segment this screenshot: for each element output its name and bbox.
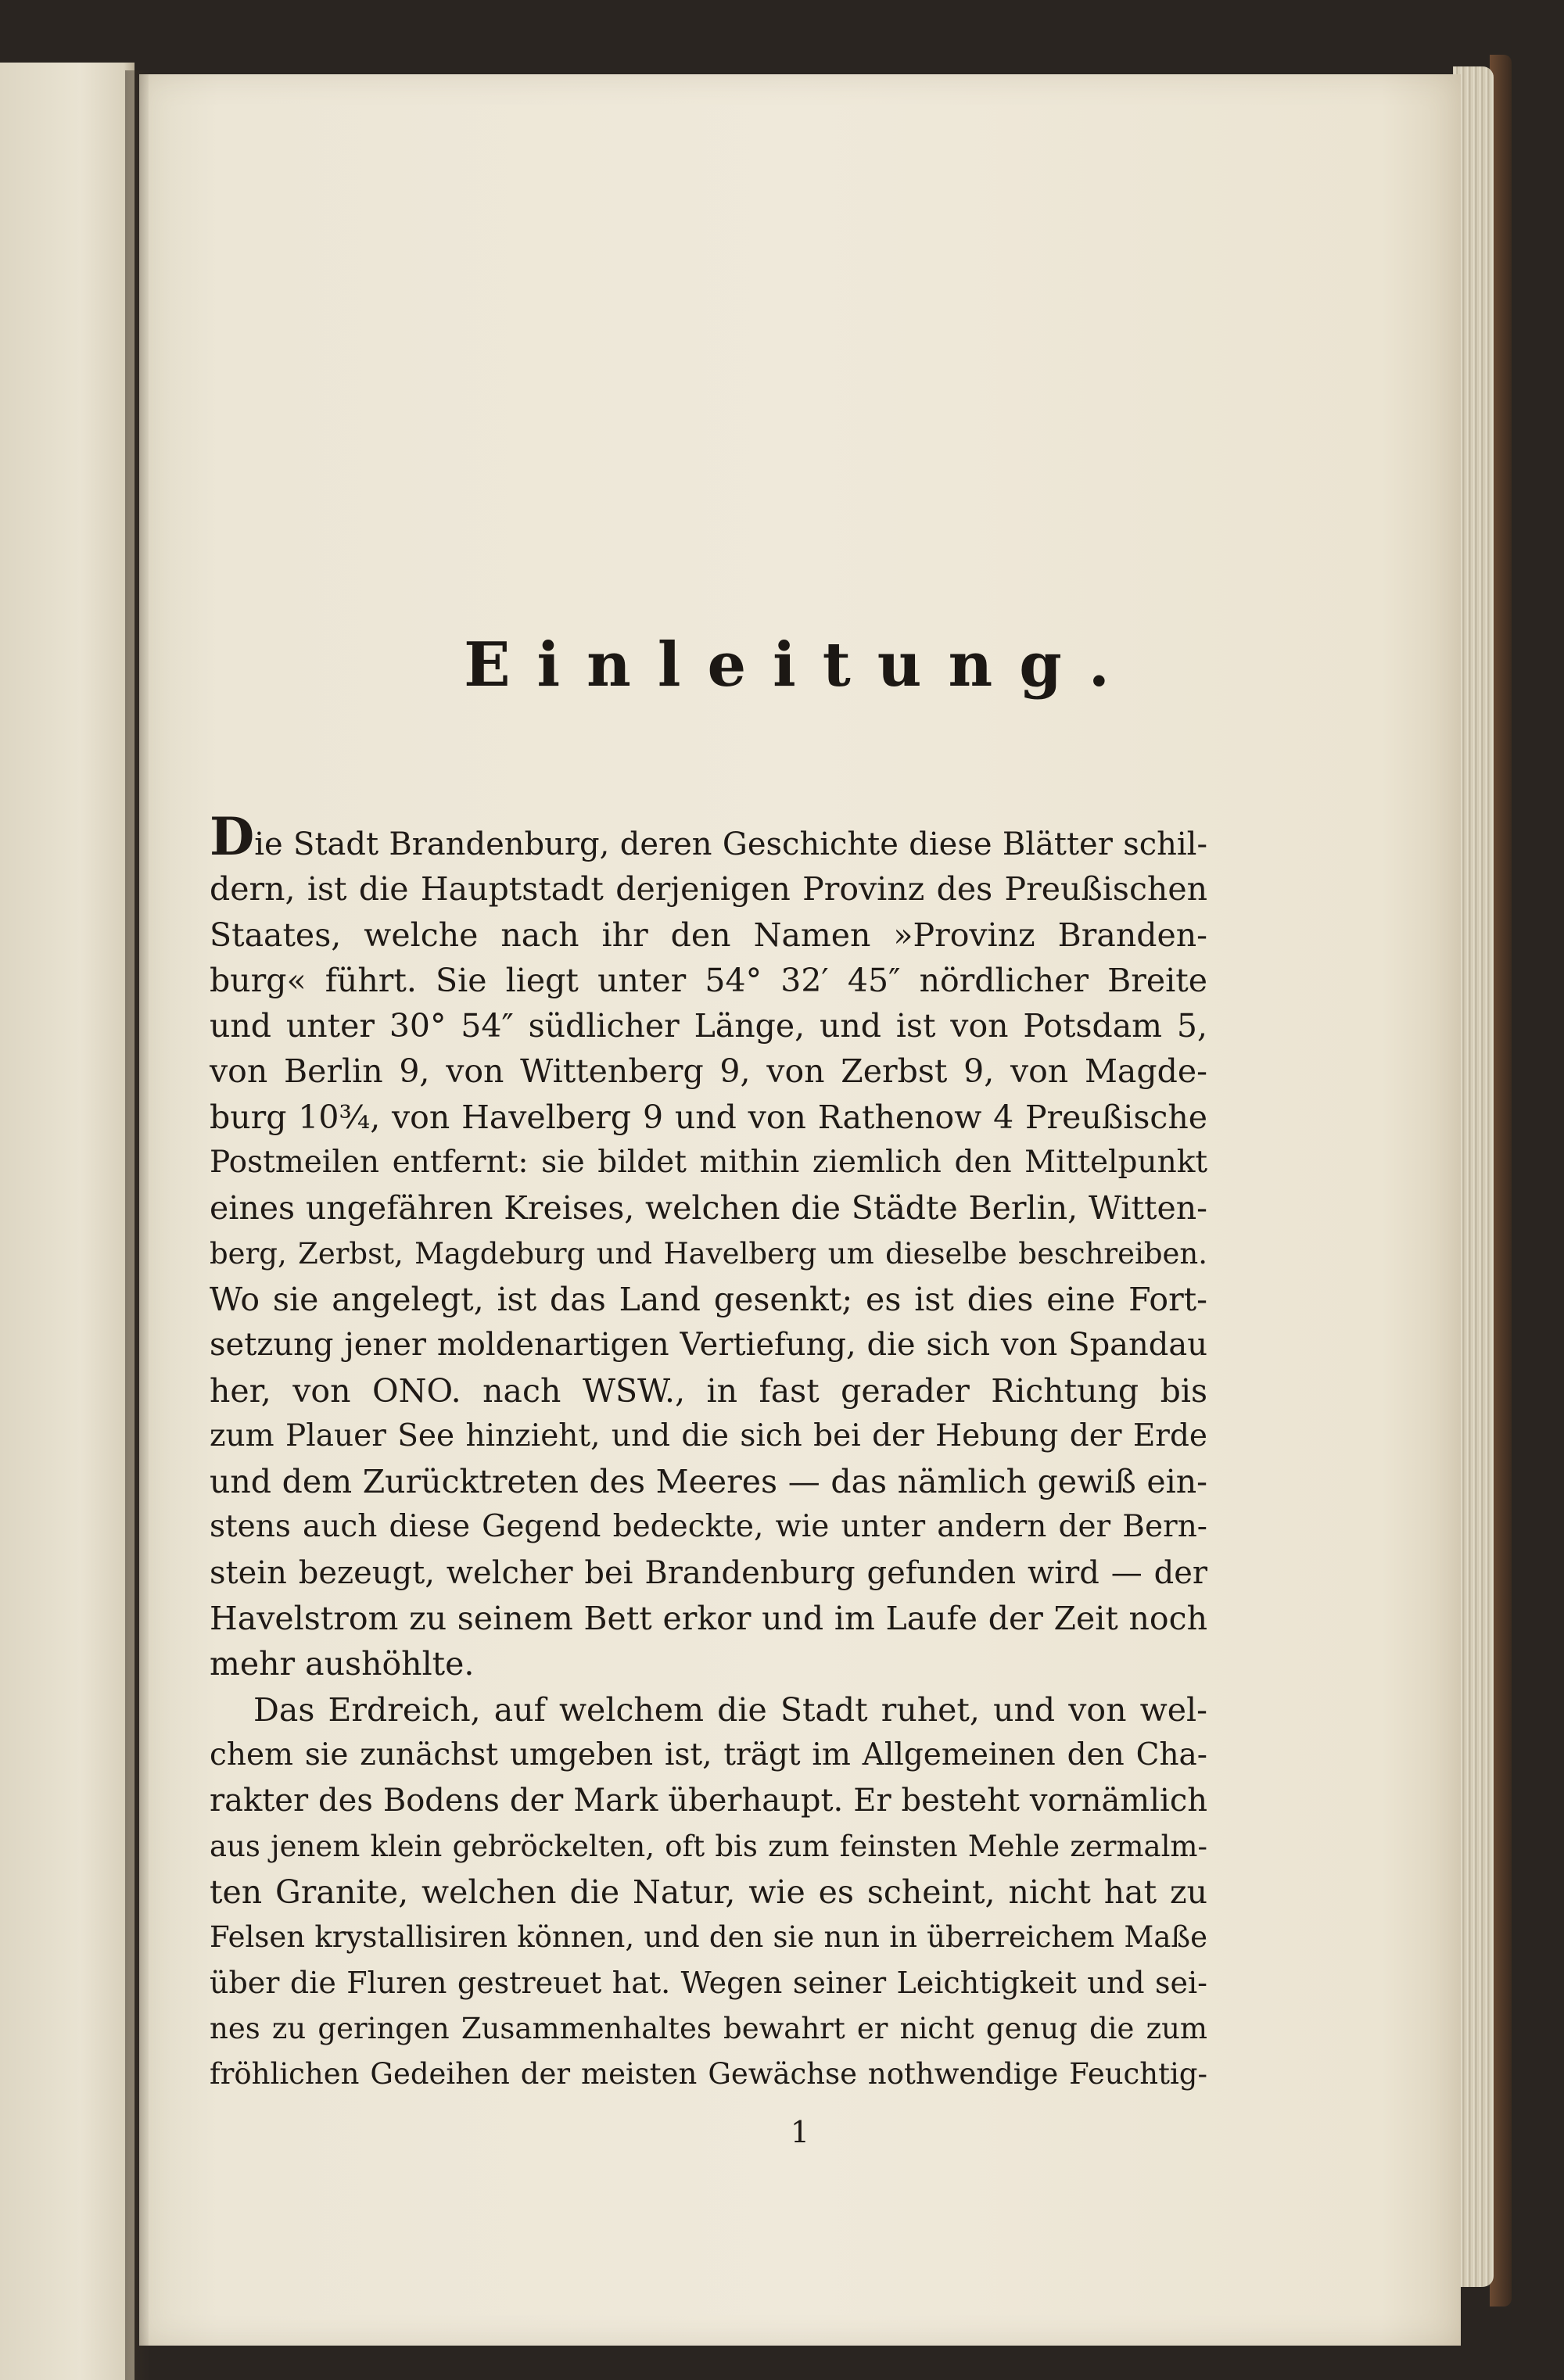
text-line: aus jenem klein gebröckelten, oft bis zum feinsten Mehle zermalm- [210, 1829, 1207, 1863]
text-line: stein bezeugt, welcher bei Brandenburg gefunden wird — der [210, 1554, 1207, 1591]
body-text [210, 806, 1207, 2097]
text-line: setzung jener moldenartigen Vertiefung, die sich von Spandau [210, 1327, 1207, 1364]
text-line: über die Fluren gestreuet hat. Wegen seiner Leichtigkeit und sei- [210, 1966, 1207, 2001]
paragraph-2 [210, 1687, 1207, 2098]
text-line: zum Plauer See hinzieht, und die sich bei der Hebung der Erde [210, 1418, 1207, 1453]
chapter-heading: Einleitung. [464, 629, 1136, 701]
text-line: burg 10¾, von Havelberg 9 und von Rathenow 4 Preußische [210, 1098, 1207, 1136]
text-line: eines ungefähren Kreises, welchen die Städte Berlin, Witten- [210, 1189, 1207, 1228]
text-line: nes zu geringen Zusammenhaltes bewahrt er nicht genug die zum [210, 2011, 1207, 2045]
gutter-shadow [125, 70, 149, 2380]
text-line: chem sie zunächst umgeben ist, trägt im Allgemeinen den Cha- [210, 1737, 1207, 1772]
text-line: Staates, welche nach ihr den Namen »Provinz Branden- [210, 916, 1207, 954]
paragraph-1 [210, 806, 1207, 1687]
text-line: her, von ONO. nach WSW., in fast gerader Richtung bis [210, 1371, 1207, 1410]
text-line: rakter des Bodens der Mark überhaupt. Er besteht vornämlich [210, 1783, 1207, 1819]
text-line: stens auch diese Gegend bedeckte, wie unter andern der Bern- [210, 1509, 1207, 1545]
text-line [210, 806, 1207, 867]
text-line: berg, Zerbst, Magdeburg und Havelberg um dieselbe beschreiben. [210, 1236, 1207, 1271]
text-line: Havelstrom zu seinem Bett erkor und im Laufe der Zeit noch [210, 1600, 1207, 1638]
previous-page-edge [0, 63, 135, 2380]
text-line: ten Granite, welchen die Natur, wie es scheint, nicht hat zu [210, 1873, 1207, 1911]
text-line: von Berlin 9, von Wittenberg 9, von Zerbst 9, von Magde- [210, 1052, 1207, 1091]
text-line: Wo sie angelegt, ist das Land gesenkt; es ist dies eine Fort- [210, 1280, 1207, 1318]
text-line: dern, ist die Hauptstadt derjenigen Provinz des Preußischen [210, 870, 1207, 909]
page-number: 1 [790, 2115, 810, 2149]
text-line: Postmeilen entfernt: sie bildet mithin ziemlich den Mittelpunkt [210, 1145, 1207, 1181]
text-line-content: ie Stadt Brandenburg, deren Geschichte diese Blätter schil- [254, 826, 1207, 862]
text-line: mehr aushöhlte. [210, 1645, 475, 1683]
text-line: fröhlichen Gedeihen der meisten Gewächse nothwendige Feuchtig- [210, 2057, 1207, 2091]
text-line: burg« führt. Sie liegt unter 54° 32′ 45″ nördlicher Breite [210, 961, 1207, 999]
book-page [139, 74, 1461, 2346]
text-line: und unter 30° 54″ südlicher Länge, und ist von Potsdam 5, [210, 1007, 1207, 1045]
text-line: und dem Zurücktreten des Meeres — das nämlich gewiß ein- [210, 1463, 1207, 1501]
text-line: Felsen krystallisiren können, und den sie nun in überreichem Maße [210, 1920, 1207, 1955]
drop-cap-initial: D [210, 806, 255, 867]
text-line: Das Erdreich, auf welchem die Stadt ruhet, und von wel- [253, 1690, 1207, 1729]
